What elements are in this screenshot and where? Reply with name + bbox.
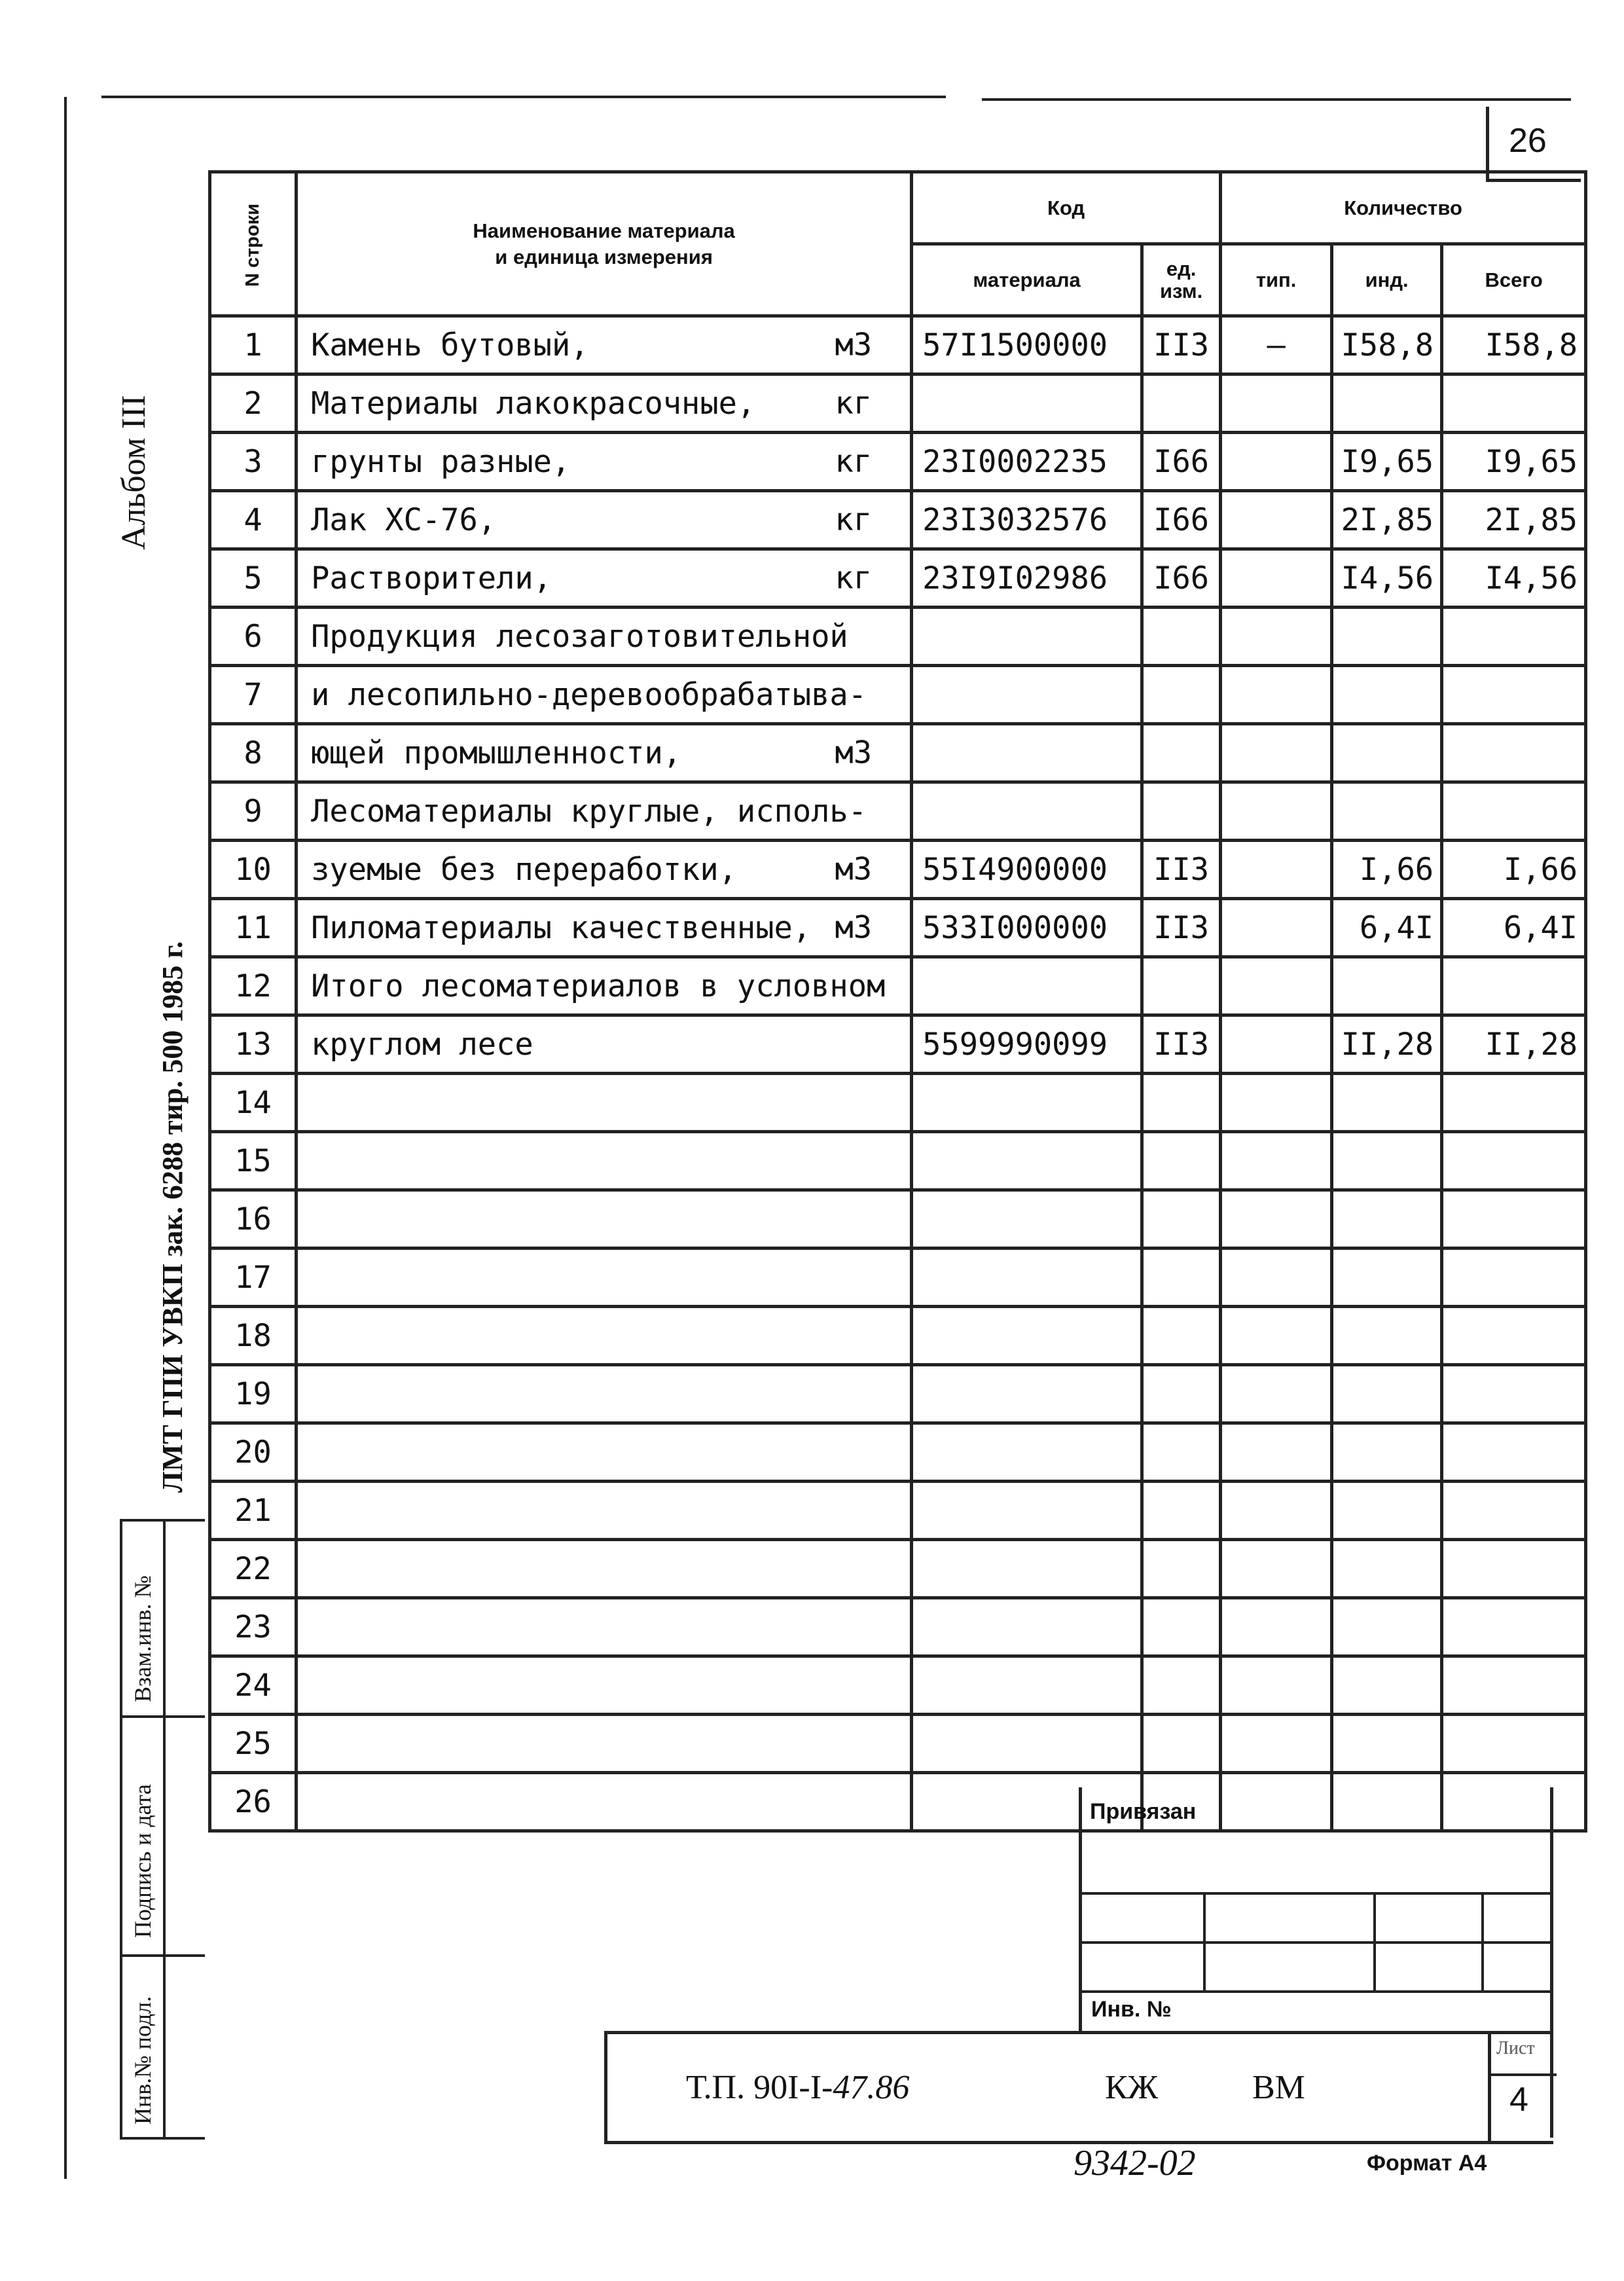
material-name-cell <box>297 1074 912 1132</box>
material-unit: кг <box>835 560 873 596</box>
table-row <box>210 608 1586 666</box>
table-row <box>210 1423 1586 1482</box>
doc-code <box>686 2068 909 2107</box>
unit-code: I66 <box>1142 491 1221 549</box>
header-code: Код <box>912 172 1221 244</box>
unit-code <box>1142 374 1221 433</box>
row-number: 6 <box>210 608 297 666</box>
qty-ind: II,28 <box>1332 1015 1442 1074</box>
row-number: 5 <box>210 549 297 608</box>
qty-total <box>1442 1365 1586 1423</box>
material-code <box>912 1715 1142 1773</box>
material-name-cell <box>297 841 912 899</box>
table-row <box>210 1074 1586 1132</box>
row-number: 10 <box>210 841 297 899</box>
qty-total <box>1442 1656 1586 1715</box>
row-number: 1 <box>210 316 297 374</box>
qty-total: II,28 <box>1442 1015 1586 1074</box>
unit-code: II3 <box>1142 316 1221 374</box>
qty-total: 2I,85 <box>1442 491 1586 549</box>
table-row <box>210 957 1586 1015</box>
qty-ind <box>1332 608 1442 666</box>
row-number: 16 <box>210 1190 297 1249</box>
frame-top-border <box>101 96 946 98</box>
material-name-cell <box>297 608 912 666</box>
material-name-cell <box>297 899 912 957</box>
row-number: 11 <box>210 899 297 957</box>
unit-code <box>1142 666 1221 724</box>
table-row <box>210 724 1586 782</box>
material-code: 57I1500000 <box>912 316 1142 374</box>
footer-format: Формат А4 <box>1367 2151 1487 2176</box>
unit-code: II3 <box>1142 899 1221 957</box>
material-code <box>912 1190 1142 1249</box>
qty-total <box>1442 724 1586 782</box>
material-code: 533I000000 <box>912 899 1142 957</box>
qty-typ <box>1221 841 1332 899</box>
qty-ind: I9,65 <box>1332 433 1442 491</box>
table-row <box>210 433 1586 491</box>
material-name: Лак ХС-76, <box>311 502 497 538</box>
album-label: Альбом III <box>115 395 153 550</box>
qty-typ <box>1221 957 1332 1015</box>
privyazan-divider <box>1481 1892 1484 1990</box>
unit-code <box>1142 1365 1221 1423</box>
side-stamp-rule <box>120 1715 205 1718</box>
side-vzam-inv: Взам.инв. № <box>130 1575 156 1702</box>
material-code <box>912 608 1142 666</box>
material-name-cell <box>297 1015 912 1074</box>
qty-ind <box>1332 724 1442 782</box>
material-name-cell <box>297 1249 912 1307</box>
table-row <box>210 1190 1586 1249</box>
row-number: 14 <box>210 1074 297 1132</box>
qty-ind <box>1332 782 1442 841</box>
qty-ind <box>1332 1365 1442 1423</box>
unit-code <box>1142 724 1221 782</box>
qty-typ <box>1221 1132 1332 1190</box>
material-name-cell <box>297 316 912 374</box>
qty-ind <box>1332 957 1442 1015</box>
header-quantity: Количество <box>1221 172 1586 244</box>
table-row <box>210 841 1586 899</box>
table-row <box>210 1656 1586 1715</box>
header-qty-total: Всего <box>1442 244 1586 316</box>
material-name: Пиломатериалы качественные, <box>311 909 812 946</box>
privyazan-divider <box>1373 1892 1376 1990</box>
qty-typ <box>1221 374 1332 433</box>
material-name-cell <box>297 1482 912 1540</box>
qty-typ <box>1221 1715 1332 1773</box>
qty-total <box>1442 1715 1586 1773</box>
row-number: 19 <box>210 1365 297 1423</box>
qty-typ <box>1221 666 1332 724</box>
material-code <box>912 1307 1142 1365</box>
privyazan-box <box>1079 1787 1553 2033</box>
qty-ind <box>1332 1074 1442 1132</box>
qty-typ <box>1221 724 1332 782</box>
table-body <box>210 316 1586 1831</box>
unit-code <box>1142 1715 1221 1773</box>
material-name-cell <box>297 1715 912 1773</box>
mark-vm: ВМ <box>1252 2069 1305 2106</box>
footer-handwritten-number: 9342-02 <box>1074 2143 1196 2183</box>
unit-code: I66 <box>1142 549 1221 608</box>
qty-total <box>1442 1423 1586 1482</box>
qty-typ <box>1221 1482 1332 1540</box>
material-name: Продукция лесозаготовительной <box>311 618 848 655</box>
unit-code <box>1142 1482 1221 1540</box>
material-code: 23I0002235 <box>912 433 1142 491</box>
material-code: 23I9I02986 <box>912 549 1142 608</box>
table-row <box>210 899 1586 957</box>
frame-top-border-right <box>982 98 1571 101</box>
inv-number-label: Инв. № <box>1091 1997 1172 2022</box>
table-row <box>210 374 1586 433</box>
row-number: 15 <box>210 1132 297 1190</box>
qty-typ <box>1221 608 1332 666</box>
qty-total <box>1442 666 1586 724</box>
row-number: 12 <box>210 957 297 1015</box>
qty-ind <box>1332 1656 1442 1715</box>
material-name: Камень бутовый, <box>311 327 589 363</box>
material-code <box>912 1423 1142 1482</box>
material-name-cell <box>297 433 912 491</box>
qty-total <box>1442 1132 1586 1190</box>
qty-total <box>1442 608 1586 666</box>
qty-total <box>1442 1074 1586 1132</box>
qty-ind <box>1332 1540 1442 1598</box>
privyazan-divider <box>1203 1892 1206 1990</box>
material-code <box>912 782 1142 841</box>
row-number: 25 <box>210 1715 297 1773</box>
qty-typ <box>1221 1598 1332 1656</box>
qty-typ <box>1221 782 1332 841</box>
row-number: 2 <box>210 374 297 433</box>
qty-total: I58,8 <box>1442 316 1586 374</box>
material-name-cell <box>297 491 912 549</box>
unit-code <box>1142 782 1221 841</box>
unit-code <box>1142 1598 1221 1656</box>
frame-left-border <box>64 97 67 2179</box>
material-name: ющей промышленности, <box>311 735 682 771</box>
sheet-cell <box>1488 2034 1557 2141</box>
material-code: 5599990099 <box>912 1015 1142 1074</box>
row-number: 24 <box>210 1656 297 1715</box>
side-podpis-data: Подпись и дата <box>130 1784 156 1938</box>
material-name-cell <box>297 957 912 1015</box>
material-name-cell <box>297 1190 912 1249</box>
row-number: 26 <box>210 1773 297 1831</box>
qty-total <box>1442 1598 1586 1656</box>
title-block <box>208 1787 1553 2138</box>
qty-ind <box>1332 1249 1442 1307</box>
material-name: Итого лесоматериалов в условном <box>311 968 886 1004</box>
material-unit: кг <box>835 443 873 480</box>
material-code <box>912 1074 1142 1132</box>
material-code <box>912 1482 1142 1540</box>
table-row <box>210 1365 1586 1423</box>
qty-typ <box>1221 1190 1332 1249</box>
table-row <box>210 316 1586 374</box>
doc-code-handwritten: 47.86 <box>833 2069 910 2106</box>
qty-ind <box>1332 1190 1442 1249</box>
qty-ind <box>1332 666 1442 724</box>
row-number: 9 <box>210 782 297 841</box>
header-row-number: N строки <box>210 172 297 316</box>
row-number: 13 <box>210 1015 297 1074</box>
qty-ind <box>1332 1482 1442 1540</box>
material-name-cell <box>297 1423 912 1482</box>
qty-total: I,66 <box>1442 841 1586 899</box>
unit-code <box>1142 608 1221 666</box>
sheet-number: 26 <box>1509 122 1547 160</box>
material-code <box>912 1656 1142 1715</box>
material-code <box>912 724 1142 782</box>
material-unit: м3 <box>835 735 873 771</box>
qty-typ: – <box>1221 316 1332 374</box>
qty-ind <box>1332 1132 1442 1190</box>
header-code-unit: ед. изм. <box>1142 244 1221 316</box>
qty-typ <box>1221 1540 1332 1598</box>
header-code-material: материала <box>912 244 1142 316</box>
material-code <box>912 1540 1142 1598</box>
qty-typ <box>1221 1423 1332 1482</box>
qty-total <box>1442 1482 1586 1540</box>
material-code <box>912 1132 1142 1190</box>
header-qty-typ: тип. <box>1221 244 1332 316</box>
material-code <box>912 957 1142 1015</box>
print-info: ЛМТ ГПИ УВКП зак. 6288 тир. 500 1985 г. <box>156 941 189 1493</box>
doc-code-prefix: Т.П. 90I-I- <box>686 2069 833 2106</box>
material-name-cell <box>297 1132 912 1190</box>
material-name: круглом лесе <box>311 1026 533 1063</box>
unit-code <box>1142 1190 1221 1249</box>
row-number: 20 <box>210 1423 297 1482</box>
table-row <box>210 1540 1586 1598</box>
qty-ind <box>1332 1423 1442 1482</box>
material-name-cell <box>297 1540 912 1598</box>
header-material-name-text: Наименование материала и единица измерения <box>473 219 735 268</box>
qty-total: 6,4I <box>1442 899 1586 957</box>
material-name-cell <box>297 1365 912 1423</box>
qty-typ <box>1221 491 1332 549</box>
table-row <box>210 549 1586 608</box>
qty-ind: I58,8 <box>1332 316 1442 374</box>
unit-code <box>1142 1540 1221 1598</box>
row-number: 18 <box>210 1307 297 1365</box>
row-number: 4 <box>210 491 297 549</box>
qty-ind: I,66 <box>1332 841 1442 899</box>
material-unit: кг <box>835 385 873 422</box>
row-number: 3 <box>210 433 297 491</box>
material-name-cell <box>297 549 912 608</box>
table-row <box>210 1307 1586 1365</box>
material-name: Растворители, <box>311 560 552 596</box>
material-code: 23I3032576 <box>912 491 1142 549</box>
qty-ind <box>1332 1598 1442 1656</box>
qty-typ <box>1221 1656 1332 1715</box>
unit-code: II3 <box>1142 1015 1221 1074</box>
sheet-label: Лист <box>1496 2038 1535 2058</box>
unit-code <box>1142 1074 1221 1132</box>
qty-typ <box>1221 899 1332 957</box>
row-number: 21 <box>210 1482 297 1540</box>
qty-ind: I4,56 <box>1332 549 1442 608</box>
qty-ind: 2I,85 <box>1332 491 1442 549</box>
unit-code <box>1142 1249 1221 1307</box>
unit-code <box>1142 1423 1221 1482</box>
table-row <box>210 1715 1586 1773</box>
qty-ind <box>1332 374 1442 433</box>
materials-table <box>208 170 1587 1833</box>
material-name: зуемые без переработки, <box>311 851 737 888</box>
material-code: 55I4900000 <box>912 841 1142 899</box>
qty-typ <box>1221 433 1332 491</box>
side-stamp-values <box>160 1519 205 2140</box>
qty-total: I9,65 <box>1442 433 1586 491</box>
material-code <box>912 1365 1142 1423</box>
sheet-value: 4 <box>1509 2081 1528 2119</box>
qty-ind <box>1332 1715 1442 1773</box>
table-row <box>210 1249 1586 1307</box>
row-number: 23 <box>210 1598 297 1656</box>
privyazan-label: Привязан <box>1090 1799 1197 1824</box>
qty-typ <box>1221 1074 1332 1132</box>
row-number: 8 <box>210 724 297 782</box>
material-name-cell <box>297 374 912 433</box>
qty-total <box>1442 1190 1586 1249</box>
unit-code: I66 <box>1142 433 1221 491</box>
qty-typ <box>1221 549 1332 608</box>
table-row <box>210 782 1586 841</box>
qty-typ <box>1221 1365 1332 1423</box>
unit-code <box>1142 1656 1221 1715</box>
qty-ind: 6,4I <box>1332 899 1442 957</box>
qty-total <box>1442 782 1586 841</box>
material-unit: м3 <box>835 327 873 363</box>
table-row <box>210 666 1586 724</box>
material-name-cell <box>297 1598 912 1656</box>
material-code <box>912 374 1142 433</box>
qty-total <box>1442 1307 1586 1365</box>
material-name: и лесопильно-деревообрабатыва- <box>311 676 867 713</box>
material-name-cell <box>297 782 912 841</box>
material-unit: кг <box>835 502 873 538</box>
material-unit: м3 <box>835 851 873 888</box>
unit-code <box>1142 1132 1221 1190</box>
qty-typ <box>1221 1307 1332 1365</box>
material-name: Материалы лакокрасочные, <box>311 385 756 422</box>
material-name-cell <box>297 1656 912 1715</box>
table-row <box>210 491 1586 549</box>
table-row <box>210 1132 1586 1190</box>
qty-total <box>1442 374 1586 433</box>
unit-code <box>1142 957 1221 1015</box>
material-name: грунты разные, <box>311 443 571 480</box>
row-number: 17 <box>210 1249 297 1307</box>
privyazan-rule <box>1082 1990 1553 1993</box>
qty-typ <box>1221 1015 1332 1074</box>
qty-total <box>1442 1249 1586 1307</box>
row-number: 7 <box>210 666 297 724</box>
material-code <box>912 1249 1142 1307</box>
side-inv-podl: Инв.№ подл. <box>130 1996 156 2125</box>
table-row <box>210 1015 1586 1074</box>
material-name-cell <box>297 666 912 724</box>
material-name-cell <box>297 724 912 782</box>
material-unit: м3 <box>835 909 873 946</box>
doc-stamp <box>604 2031 1553 2144</box>
header-material-name <box>297 172 912 316</box>
side-stamp <box>120 1519 205 2134</box>
qty-total: I4,56 <box>1442 549 1586 608</box>
qty-total <box>1442 957 1586 1015</box>
row-number: 22 <box>210 1540 297 1598</box>
mark-kzh: КЖ <box>1105 2069 1159 2106</box>
material-code <box>912 666 1142 724</box>
unit-code: II3 <box>1142 841 1221 899</box>
qty-total <box>1442 1540 1586 1598</box>
qty-typ <box>1221 1249 1332 1307</box>
unit-code <box>1142 1307 1221 1365</box>
material-name-cell <box>297 1307 912 1365</box>
sheet-label-cell <box>1491 2034 1557 2076</box>
header-qty-ind: инд. <box>1332 244 1442 316</box>
material-name: Лесоматериалы круглые, исполь- <box>311 793 867 830</box>
side-stamp-rule <box>120 1954 205 1957</box>
table-row <box>210 1598 1586 1656</box>
table-row <box>210 1482 1586 1540</box>
qty-ind <box>1332 1307 1442 1365</box>
material-code <box>912 1598 1142 1656</box>
